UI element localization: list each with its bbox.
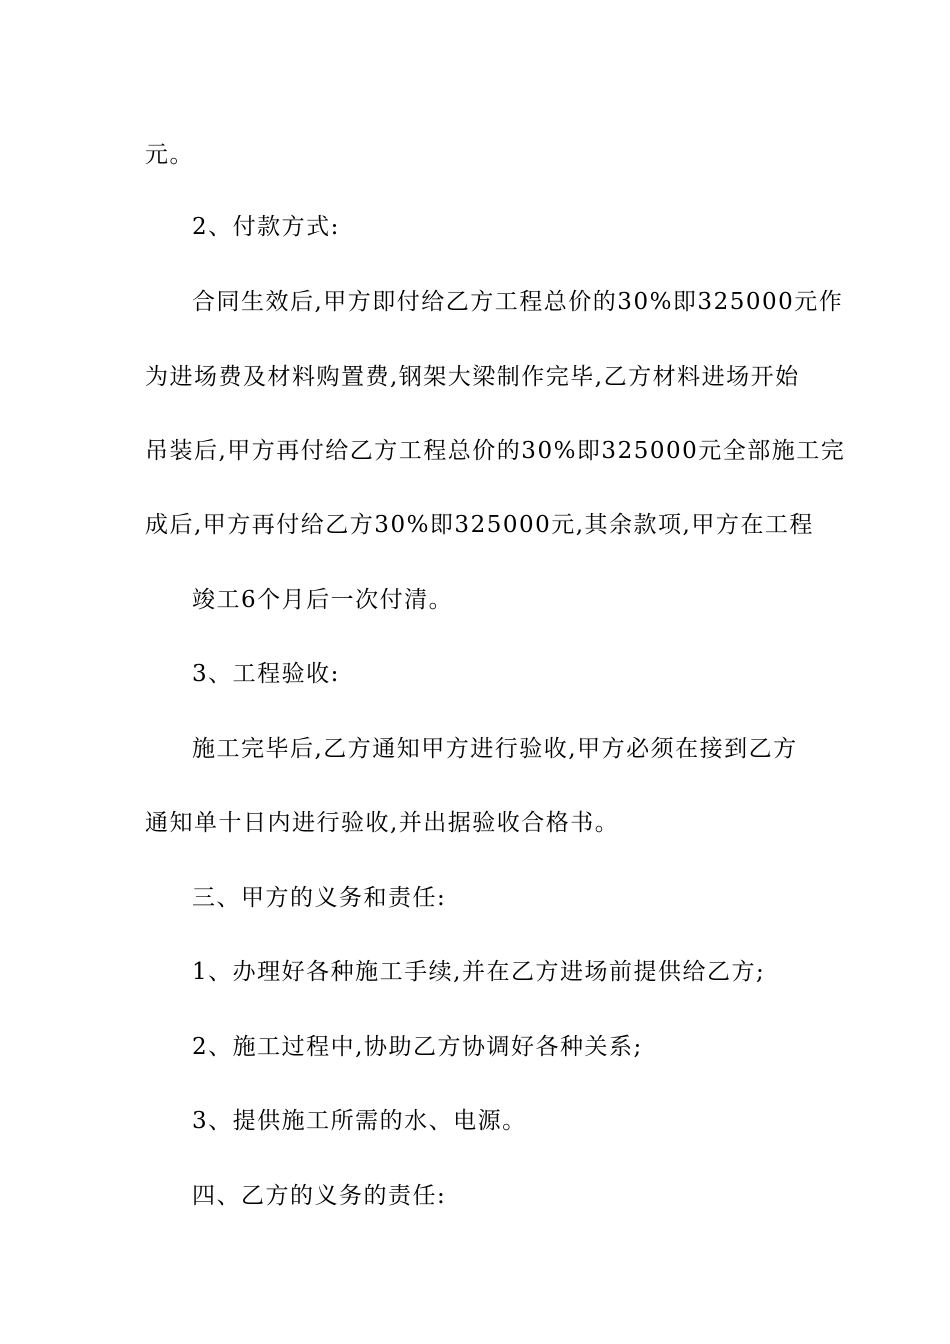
list-item-3: 3、提供施工所需的水、电源。 [192, 1108, 527, 1134]
text-line-10: 通知单十日内进行验收,并出据验收合格书。 [145, 810, 620, 836]
text-line-9: 施工完毕后,乙方通知甲方进行验收,甲方必须在接到乙方 [192, 736, 798, 762]
text-line-3: 合同生效后,甲方即付给乙方工程总价的30%即325000元作 [192, 289, 844, 315]
section-heading-acceptance: 3、工程验收: [192, 661, 340, 687]
text-line-1: 元。 [145, 142, 194, 168]
text-line-5: 吊装后,甲方再付给乙方工程总价的30%即325000元全部施工完 [145, 438, 846, 464]
text-line-4: 为进场费及材料购置费,钢架大梁制作完毕,乙方材料进场开始 [145, 364, 800, 390]
text-line-7: 竣工6个月后一次付清。 [192, 587, 454, 613]
section-heading-party-a-duties: 三、甲方的义务和责任: [192, 885, 447, 911]
list-item-2: 2、施工过程中,协助乙方协调好各种关系; [192, 1034, 643, 1060]
list-item-1: 1、办理好各种施工手续,并在乙方进场前提供给乙方; [192, 959, 766, 985]
section-heading-party-b-duties: 四、乙方的义务的责任: [192, 1183, 447, 1209]
text-line-6: 成后,甲方再付给乙方30%即325000元,其余款项,甲方在工程 [145, 512, 814, 538]
section-heading-payment-method: 2、付款方式: [192, 214, 340, 240]
